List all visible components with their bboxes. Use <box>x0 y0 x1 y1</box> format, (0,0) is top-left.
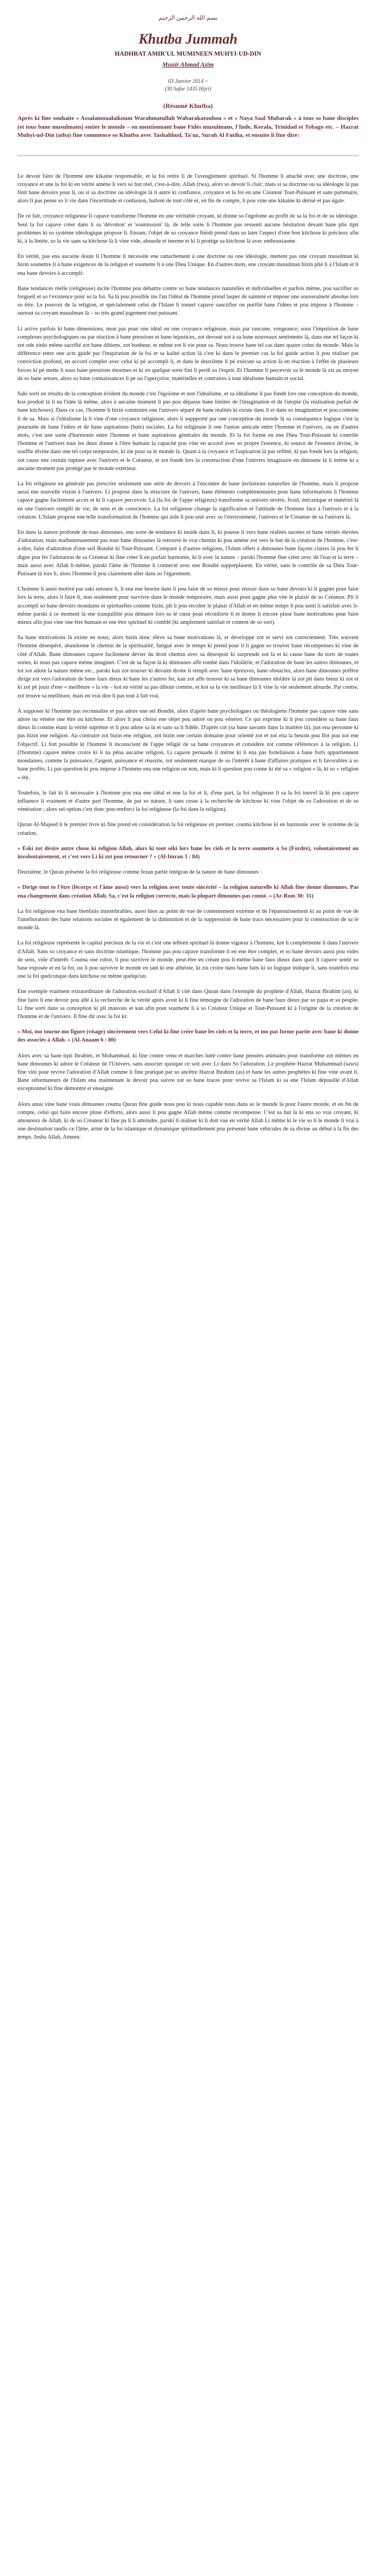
paragraph: Bane tendances réelle (religieuse) incite l'homme pou débattre contre so bane tendances naturelles et individuelles et parfois même, pou sacrifier so forgueil et so l'existence pour so la foi. Sa là pou possible ins l'an l'idéal de l'homme prend lasper de sainteté et impose une souveraineté absolue lors so être. Le pouvoir de la religion, et spécialement celui de l'Islam li tonnel capave sanctifier ou purifié bane l'idées et pou impose à l'homme – surtout sa croyant musulman là – so très grand jugement tout puissant. <box>17 285 359 317</box>
quran-quote: « Moi, mo tourne mo figure (visage) sincèrement vers Celui ki fine créer bane les ciels et la terre, et mo pas forme partie avec bane ki donne des associés à Allah. » (Al-Anaam 6 : 80) <box>17 1029 359 1044</box>
paragraph: La foi religieuse représente le capital précieux de la vie et c'est one telbien spirituel là donne vigueur à l'homme, kot li complémente li dans l'univers d'Allah. Sans so croyance et sans doctrine islamique, l'homme pas pou capave transforme li en ene être complet, et so bane devoirs aussi pou vides de sens, vide d'intérêt. Couma one robot, li pou survivre le monde, peut-être en créant pou li-même bane faux dieux dans quoi li capave sentir so base exposée et en la foi, ou li pou survivre le monde en tant ki ene athéiste, ki zis croire dans bane faits ki so logique indique li, sans toutefois ena one la foi quelconque dans kitchose ou même quelqu'un. <box>17 940 359 980</box>
summary-text: Après ki fine souhaite « Assalamoualaikoum Warahmatullah Wabarakatouhou » et « Naya Saal Mubarak » à tous so bane disciples (et tous bane musulmans) entier le monde – en mentionnant bane Fidès musulmans, l'Inde, Kerala, Trinidad et Tobago etc. – Hazrat Muhyi-ud-Din (atba) fine commence so Khutba avec Tashahhud, Ta'uz, Surah Al Fatiha, et ensuite li fine dire: <box>17 115 359 139</box>
paragraph: À supposer ki l'homme pas reconnaître et pas adore ene sel Bondié, alors d'après bane psychologues ou théologiens l'homme pas capave vine sans adore ou vénère one être ou kitchose. Et alors li pou choisi ene objet pou adoré ou pou vénérer. Ce qui exprime ki li pou considère sa bane faux dieux là comme étant la vérité suprême et li pou adore sa là et sans sa li fidèle. D'après cot (sa bane savants dans la matière là), pas ena personne ki pas bizin ene religion. Au contraire zot bizin ene religion, zot bizin one certain domaine pour orienté zot et zot ena la besoin pou flot pou zot ene l'objectif. Li fort possible ki l'homme li inconscient de l'appe réligié de sa bane croyances et considère zot comme références à la religion. Li (l'homme) capave même croire ki li na pêna aucaine religion. Li capave persuade li même ki li ena pas forteliaison à bane forts appartiennent mondaines, comme la puissance, l'argent, puissance et réussite, zot seulement marque de so l'intérêt à bane d'affaires pratiques et li favorables à so bane profits. Li pas question ki pou impose à l'homme ena ene religion ou non, mais ki li question pou conne ki été sa « religion » là, ki so « religion » été. <box>17 708 359 781</box>
quran-quote: « Éski zot désire autre chose ki religion Allah, alors ki tout séki lors bane les ciels et la terre soumette à So (Fordre), volontairement ou involontairement, et c'est vers Li ki zot pou retourner ? » (Al-Imran 3 : 84) <box>17 845 359 860</box>
paragraph: Alors avec sa bane tipti Ibrahim, et Mohammad, ki fine contre venu et marches lutté contre bane pensées animales pour transforme zot mêmes en bane dimounes ki adore le Créateur de l'Univers, sans associer quoique ce soit avec Li dans So l'adoration. Le prophète Hazrat Muhammad (saws) fine vini pour revive l'adoration d'Allah comme li fine pratiqué par so ancêtre Hazrat Ibrahim (as) et bane les autres prophètes ki fine vine avant li. Bane réformateurs de l'Islam ena maintenant le devoir pou suivre zot so bane traces pour revive sa l'Islam ki sa ene l'Islam dépouillé d'Allah exceptionnel ki fine démontré et enseigné. <box>17 1052 359 1092</box>
paragraph: Sa bane motivations là existe en nous; alors bizin donc élève sa bane motivations là, et développe zot et servi zot correctement. Très souvent l'homme désespéré, abandonne le chemin de la spiritualité, fatigué avec le temps ki prend pour li li gagne so trouver bane récompenses ki vine de côté d'Allah. Bane dimounes capave facilement dévier du droit chemin avec sa désespoir ki surprende zot là et ki cause bane du torts de toutes sortes, ki nous pas capave même imaginer. C'est de sa façon là ki dimounes affe tombé dans l'idolâtrie, et l'adoration de bane les autres dimounes, et lot zot adore la nature même etc., parski kan zot trouver ki devaim droite li rempli avec bane épreuves, bane obstacles, alors bane dimounes préfère dirige zot vers l'adoration de bane faux dieux ki bane les z'autres fer, kan zot affe trouver ki sa bane dimounes idolâtre là zot pli dans bienz ki zot et ki zot pé jouir d'ene « meilleure » la vie – kot en vérité sa pas dibout comme, et kot sa la vie meilleure là li vine la vie seulement absurde. Par contre, zot trouve sa meilleure, mais en vrai dire li pas tout à fait vrai. <box>17 635 359 699</box>
paragraph: Saki sorti en résulta de la conception évident du monde c'est l'égoïsme et non l'idéalisme, et sa idéalisme li pas fondé lors one conception du monde, koz produit là li na l'idée là même, alors à aucaine moment li pas pou dépasse bane limites de l'imagination et de l'utopie (la réalisation parfait de bane kitchoses). Dans ce cas, l'homme li bizin construire one l'univers séparé de bane réalités ki existe dans li et dans so imagination et pou contente li de sa. Mais si l'idéalisme là li vine d'one croyance religieuse, alors li suppporté par one conception du monde là sa conséquence logique c'est la poursuite de bane l'idées et de bane aspirations (buts) sociales. La foi religieuse li one l'union amicale entre l'homme et l'univers, ou en d'autres mots, c'est une sorte d'harmonie entre l'homme et bane aspirations générales du monde. Et la foi forme en ene Dieu Tout-Puissant ki contrôle l'homme et l'univers tous les deux donne à l'être humain la capacité pou vine en accord avec so propre l'essence, ki source de l'essence divine, le souffle divine dans one tel corps temporaire, ki zie pour sa le monde là. Quant à la croyance et l'aspiration là pas reflété, ki pas fondé lors la religion, zot cause ene certain rupture avec l'univers et le Créateur, et zot fondé lors la construction d'one l'univers imaginaire en dimoune là li même ki a aucaine moment pas protégé par le monde extérieur. <box>17 390 359 472</box>
paragraph: Deuxième, le Quran présente la foi religieuse comme fezan partie intégran de la nature de bane dimounes : <box>17 869 262 876</box>
paragraph: Li arrive parfois ki bane dimensions, mon pas pour one idéal ou one croyance religieuse, mais par rancune, vengeance, sous l'impulsion de bane complexes psychologiques ou par réaction à bane pressions et bane injustices, zot devoué zot à sa bane nouveaux sentiments là, dans ene tel façon ki zot ode zinlo même sacrifié zot bane dibiens, zot bonheur, et même zot li vie pour sa. Nous trouve bane tel cas dans quatre coins du monde. Mais la différence entre one acte guidé par l'inspiration de la foi et sa kalité action là c'est ki dans le premier cas la foi guide action li pou réaliser par conviction profond, en accord complet avec celui ki pé accompli li, et dans le deuxième li pé exécute sa action là en réaction à l'effet de plusieurs forces ki pé mette li sous bane pressions énormes et ki en quelque sorte fini li perdi so l'esprit. Et l'homme li percevoir sa le monde là zis au moyen de so bane senses, alors so bane connaissances li pe ou l'aperçoive, matérielles et contraires à tout idéalisme humain et social. <box>17 326 359 382</box>
paragraph: En vérité, pas ena aucaine doute li l'homme li nécessite ene rattachement à one doctrine ou one idéologie, mettent pas one croyant musulman ki bizin sounettre li à bane exigences de la religion et soumette li à one Dieu Unique. En d'autres mots, ene croyant musulman bizin plié li à l'Islam et li ena bane devoirs à accompli: <box>17 254 359 276</box>
page-title: Khutba Jummah <box>138 31 238 47</box>
paragraph: Quran Al-Majeed li le premier livre ki fine prend en considération la foi religieuse en premier, couma kitchose ki en harmonie avec le système de la création. <box>17 822 359 836</box>
paragraph: Toutefois, le fait ki li nécessaire à l'homme pou ena ene idéal et ene la foi et li, d'ene part, la foi religieuse li sa la foi touvel là ki pou capave influence li vraiment et d'autre part l'homme, de par so nature, li sans cesse à la recherche de kitchose ki vine l'objet de so l'adoration et de so vénération ; alors sel option c'est donc pou renforci la foi religieuse (la foi dans la religion). <box>17 790 359 813</box>
date-hijri: (30 Safar 1435 Hijri) <box>165 86 211 92</box>
summary-heading: (Résumé Khutba) <box>163 102 213 110</box>
paragraph: Le devoir faire de l'homme une kikaine responsable, et la foi retire li de l'aveuglement spirituel. Si l'homme li attaché avec une doctrine, une croyance et une la foi ki en vérité amène li vers so but réel, c'est-à-dire, Allah (twa), alors so devoir li clair; mais si sa doctrine ou sa idéologie là pas finit bane devoirs pour li, ou si sa doctrine ou idéologie là li autre ki confiance, croyance et la foi en une Créateur Tout-Puissant et sans partenaire, alors li pas pense so li vie dans l'incertitude et confusion, balloté de tout côté et, en fin de compte, li pou vine une kikaine ki dérisé et pas égale. <box>17 173 359 204</box>
date-block <box>17 78 359 93</box>
paragraph: Alors anou vine bane vrais dimounes couma Quran fine guide nous pou ki nous capable nous dans so le monde là pour l'autre monde, et en fin de compte, celui qui faire encore pluse d'efforts, alors aussi li pou gagne Allah même comme récompense. C'est sa but là ki ena so vrai croyant, ki amoureux de Allah, ki de so Créateur ki fine pa li li atteindre, parski li réaliser ki li doit vue en vérité Allah Li même ki le vie so li le monde li vrai à one destination tandis ce l'âme, armé de la foi islamique et dynamique spirituellement pou présenté bane véhicules de sa divine au début à la fin des temps. Insha Allah, Ameen. <box>17 1101 359 1141</box>
paragraph: L'homme li aussi motivé par saki entoure li, li ena ene besoin dans li pou faire de so mieux pour réussir dans so bane devoirs ki li gagner pour faire lors la terre, alors li faire li, non seulement pour survivre dans le monde temporaire, mais aussi pour gagne plus vite le plaisir de so Créateur. Pli li accompli so bane devoirs mondains et spirituelles comme bizin, pli li pou récolter le plaisir d'Allah et en même temps li pou senti li satisfait avec li-même parski à ce moment là ene tranquillité pou démarre lors so lé cœur pour réconforte li et donne li encore pluse bane motivations pour faire mieux afin pou vine one être humain et ene être spirituel ki comblé (ki amplement satisfait et content de so sort). <box>17 586 359 626</box>
paragraph: La foi religieuse ena bane bienfaits innombrables, aussi bien au point de vue de contentement extrème et de l'épanouissement ki au point de vue de l'amélioration des bane relations sociales et également de la diminution et de la suppression de bane tracs nécessaires pour la construction de sa le monde là. <box>17 908 359 931</box>
paragraph: De ce fait, croyance religieuse li capave transforme l'homme en une véritable croyant, ki donne so l'égoïsme au profit de sa la foi et de so idéologie. Seul la foi capave créer dans li sa 'dévotion' et 'soumission' là, de telle sorte li l'homme pas ressenti aucune hésitation devant bane plis tipti problèmes ki so système idéologique propose li. Ensam, l'objet de so croyance finish prend dans so later l'aspect d'one bon kitchose ki précieux afin ki, à la limite, so la vie sans sa kitchose là li vine vide, absurde et inerme et ki li protège sa kitchose là avec enthousiasme. <box>17 213 359 244</box>
paragraph: Ene exemple vraiment extraordinaire de l'adoration exclusif d'Allah li cité dans Quran dans l'exemple du prophète d'Allah, Hazrat Ibrahim (as), ki fine faire li ene devoir pou allé à la recherche de la vérité après avoir ki li fine témoigne de l'adoration de bane faux dieux par so papa et so peuple. Li fine sorti dans sa conception ki pli mauvais et kan afin pour soumette li à so Créateur Unique et Tout-Puissant ki à l'origine de la création de l'homme et de l'univers. Il fine dir avec la foi ki: <box>17 989 359 1020</box>
page-subtitle: HADHRAT AMIR'UL MUMINEEN MUHYI-UD-DIN <box>114 51 262 57</box>
paragraph: La foi religieuse en générale pas prescrire seulement une série de devoirs à l'encontre de bane invitations naturelles de l'homme, mais li propose aussi ene nouvelle vision à l'univers. Li propose dans la structure de l'univers, bane éléments complémentaires pour bane informations li l'homme capave gagne facilement accès et ki li capave percevoir. Là (la foi de l'appe religieux) transforme sa univers sévère, froid, mécanique et matériel là en one l'univers remplit de vie, de sens et de conscience. La foi religieuse change la signification et l'attitude de l'homme face à l'univers et à la création. L'Islam propose ene telle transformation de l'homme qui aide li pou unir avec so l'environment, l'univers et le Créateur de sa l'univers là. <box>17 481 359 520</box>
bismillah: بسم الله الرحمن الرحيم <box>158 15 218 21</box>
divider <box>17 155 359 156</box>
paragraph: En dans la nature profonde de tous dimounes, ene sorte de tendance ki inside dans li, ki pousse li vers bane réalités sacrées et bane vérités élevées d'adoration, mais malheureusement pas tous bane dimounes là retrouve le vrai chemin ki pou amène zot vers le but de la création de l'homme, c'est-à-dire, faire d'adoration d'one seil Bondié ki Tout-Puissant. Comparé à d'autres religions, l'Islam offert à dimounes bane façons claires là pou fer li digne pou fer l'adoration de sa Créateur ki fine créer li en parfait harmonie, ki li avec la nature – parski l'homme fine créer avec de l'eau et la terre – mais aussi avec Allah li-même, parski l'âme de l'homme li connecté avec ene Bondié suppréplasent. En vérité, sans le contrôle de sa Dieu Tout-Puissant là lors li, alors l'homme li pou clairement aller dans so l'égarement. <box>17 529 359 577</box>
quran-quote: « Dirige tout to l'être (lécorps et l'âme aussi) vers la religion avec toute sincérité – la religion naturelle ki Allah fine donne dimounes. Pas ena changement dans création Allah. Sa, c'est la religion correcte, mais la plupart dimounes pas conné. » (Ar-Rom 30: 31) <box>17 884 359 899</box>
author-link[interactable]: Munir Ahmad Azim <box>162 62 214 68</box>
date-gregorian: 03 Janvier 2014 ~ <box>168 79 208 85</box>
